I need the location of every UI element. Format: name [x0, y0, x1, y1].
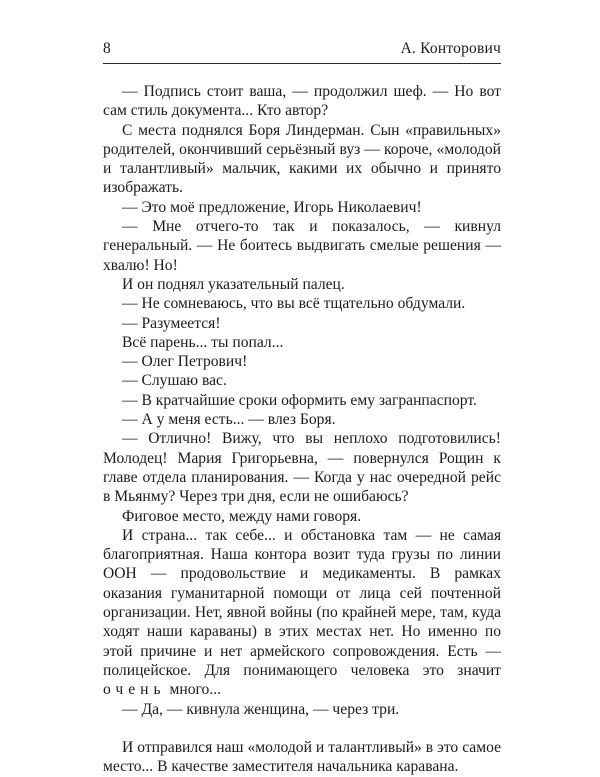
paragraph: — Это моё предложение, Игорь Николаевич! — [122, 198, 422, 216]
header-rule — [103, 63, 501, 64]
paragraph: С места поднялся Боря Линдерман. Сын «правильных» родителей, окончивший серьёзный вуз — короче, «молодой и талантливый» мальчик, какими их обычно и принято изображать. — [103, 121, 501, 197]
emphasized-word: очень — [103, 681, 166, 699]
page-header — [103, 38, 501, 60]
paragraph: Всё парень... ты попал... — [122, 333, 284, 351]
paragraph: — Разумеется! — [122, 314, 221, 332]
paragraph: — А у меня есть... — влез Боря. — [122, 411, 336, 429]
paragraph: — Не сомневаюсь, что вы всё тщательно обдумали. — [122, 295, 466, 313]
paragraph: — Слушаю вас. — [122, 372, 227, 390]
paragraph: — Да, — кивнула женщина, — через три. — [122, 700, 400, 718]
paragraph: — Олег Петрович! — [122, 353, 248, 371]
paragraph: Фиговое место, между нами говоря. — [122, 507, 362, 525]
page-body — [103, 82, 501, 777]
paragraph: — Отлично! Вижу, что вы неплохо подготовились! Молодец! Мария Григорьевна, — повернулся Рощин к главе отдела планирования. — Когда у нас очередной рейс в Мьянму? Через три дня, если не ошибаюсь? — [103, 430, 501, 506]
paragraph — [103, 526, 501, 700]
paragraph: — Подпись стоит ваша, — продолжил шеф. — Но вот сам стиль документа... Кто автор? — [103, 83, 501, 120]
paragraph-text-after: много... — [165, 681, 222, 699]
page-number: 8 — [103, 40, 111, 57]
paragraph: И он поднял указательный палец. — [122, 275, 345, 293]
paragraph: И отправился наш «молодой и талантливый» в это самое место... В качестве заместителя начальника каравана. — [103, 739, 501, 776]
paragraph-text-before: И страна... так себе... и обстановка там — не самая благоприятная. Наша контора возит туда грузы по линии ООН — продовольствие и медикаменты. В рамках оказания гуманитарной помощи от лица сей почтенной организации. Нет, явной войны (по крайней мере, там, куда ходят наши караваны) в этих местах нет. Но именно по этой причине и нет армейского сопровождения. Есть — полицейское. Для понимающего человека это значит — [103, 526, 501, 679]
paragraph: — В кратчайшие сроки оформить ему загранпаспорт. — [122, 391, 477, 409]
book-page — [103, 38, 501, 776]
running-head-author: А. Конторович — [400, 40, 501, 57]
paragraph: — Мне отчего-то так и показалось, — кивнул генеральный. — Не боитесь выдвигать смелые решения — хвалю! Но! — [103, 218, 501, 274]
